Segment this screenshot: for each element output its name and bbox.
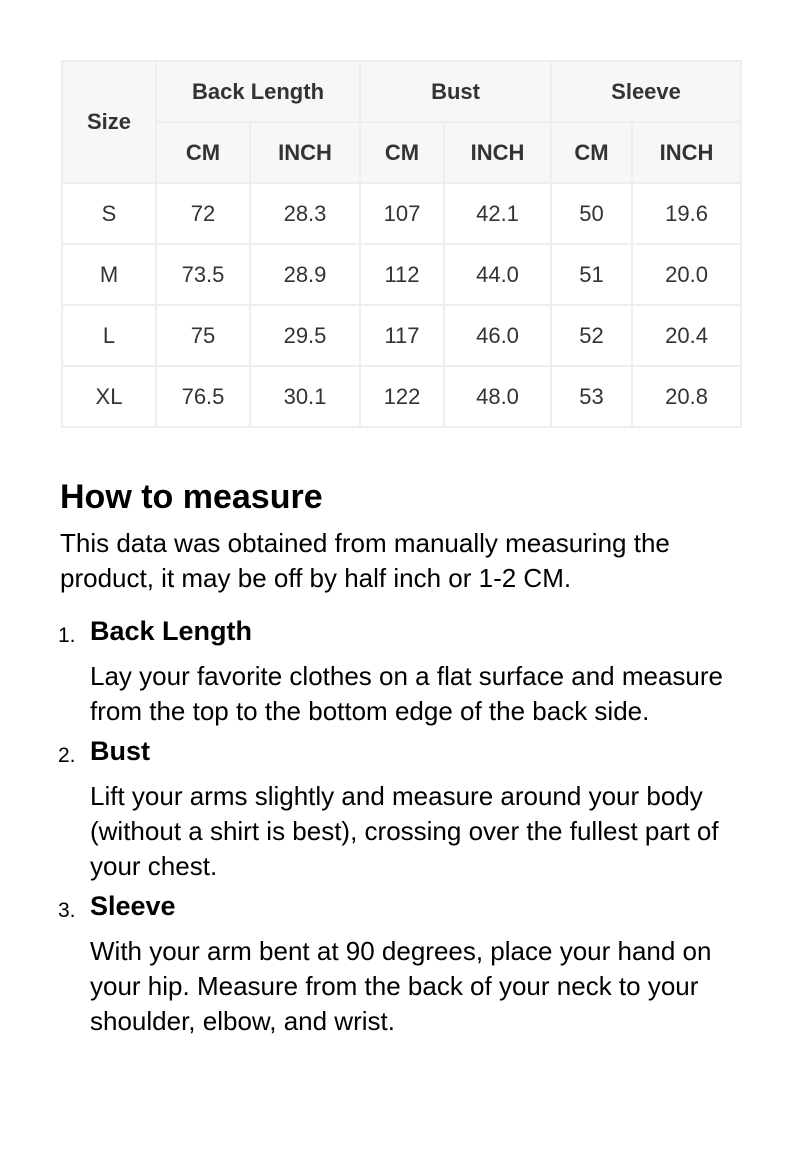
table-cell: 42.1 bbox=[444, 183, 551, 244]
table-cell: 52 bbox=[551, 305, 632, 366]
table-header-row bbox=[62, 61, 741, 122]
unit-header: CM bbox=[551, 122, 632, 183]
table-cell: 76.5 bbox=[156, 366, 250, 427]
table-cell: 112 bbox=[360, 244, 444, 305]
measure-step-bust bbox=[60, 734, 760, 884]
unit-header: INCH bbox=[250, 122, 360, 183]
table-cell: 73.5 bbox=[156, 244, 250, 305]
how-to-measure-section bbox=[60, 474, 760, 1044]
table-cell: 20.0 bbox=[632, 244, 741, 305]
table-cell: 28.9 bbox=[250, 244, 360, 305]
table-cell: 46.0 bbox=[444, 305, 551, 366]
table-cell: 28.3 bbox=[250, 183, 360, 244]
step-number: 1. bbox=[58, 624, 76, 647]
measure-step-sleeve bbox=[60, 889, 760, 1039]
table-unit-row bbox=[62, 122, 741, 183]
step-title: Sleeve bbox=[90, 891, 176, 921]
step-description: With your arm bent at 90 degrees, place your hand on your hip. Measure from the back of your neck to your shoulder, elbow, and wrist. bbox=[90, 936, 712, 1036]
table-row bbox=[62, 244, 741, 305]
size-cell: M bbox=[62, 244, 156, 305]
table-cell: 51 bbox=[551, 244, 632, 305]
table-cell: 107 bbox=[360, 183, 444, 244]
unit-header: INCH bbox=[444, 122, 551, 183]
table-cell: 72 bbox=[156, 183, 250, 244]
table-cell: 29.5 bbox=[250, 305, 360, 366]
measure-step-back-length bbox=[60, 614, 760, 729]
step-title: Bust bbox=[90, 736, 150, 766]
sleeve-group-header: Sleeve bbox=[551, 61, 741, 122]
back-length-group-header: Back Length bbox=[156, 61, 360, 122]
table-cell: 53 bbox=[551, 366, 632, 427]
size-column-header: Size bbox=[62, 61, 156, 183]
table-row bbox=[62, 183, 741, 244]
table-cell: 117 bbox=[360, 305, 444, 366]
table-cell: 20.4 bbox=[632, 305, 741, 366]
size-chart-table bbox=[61, 60, 742, 428]
table-cell: 50 bbox=[551, 183, 632, 244]
section-title: How to measure bbox=[60, 478, 323, 516]
table-cell: 19.6 bbox=[632, 183, 741, 244]
table-row bbox=[62, 366, 741, 427]
step-description: Lift your arms slightly and measure around your body (without a shirt is best), crossing over the fullest part of your chest. bbox=[90, 781, 719, 881]
unit-header: INCH bbox=[632, 122, 741, 183]
size-cell: S bbox=[62, 183, 156, 244]
step-description: Lay your favorite clothes on a flat surface and measure from the top to the bottom edge of the back side. bbox=[90, 661, 724, 726]
table-row bbox=[62, 305, 741, 366]
unit-header: CM bbox=[360, 122, 444, 183]
size-cell: L bbox=[62, 305, 156, 366]
table-cell: 48.0 bbox=[444, 366, 551, 427]
measure-steps-list bbox=[60, 614, 760, 1039]
step-title: Back Length bbox=[90, 616, 253, 646]
size-cell: XL bbox=[62, 366, 156, 427]
unit-header: CM bbox=[156, 122, 250, 183]
table-cell: 122 bbox=[360, 366, 444, 427]
step-number: 3. bbox=[58, 899, 76, 922]
table-cell: 20.8 bbox=[632, 366, 741, 427]
table-cell: 30.1 bbox=[250, 366, 360, 427]
intro-text: This data was obtained from manually measuring the product, it may be off by half inch or 1-2 CM. bbox=[60, 528, 670, 593]
bust-group-header: Bust bbox=[360, 61, 551, 122]
table-cell: 44.0 bbox=[444, 244, 551, 305]
step-number: 2. bbox=[58, 744, 76, 767]
table-cell: 75 bbox=[156, 305, 250, 366]
